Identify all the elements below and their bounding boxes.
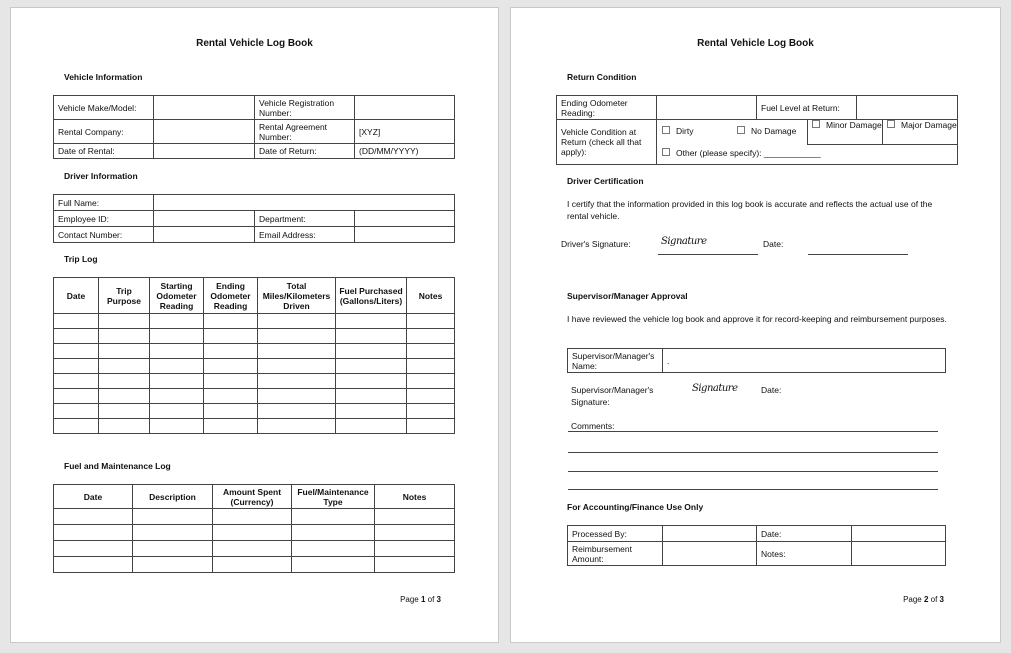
table-cell[interactable] (407, 389, 455, 404)
driver-signature: Signature (661, 236, 707, 247)
table-cell[interactable] (204, 329, 258, 344)
col-notes: Notes (407, 278, 455, 314)
driver-date-line[interactable] (808, 254, 908, 255)
table-cell[interactable] (133, 541, 213, 557)
table-cell[interactable] (407, 329, 455, 344)
table-row (54, 509, 455, 525)
table-cell[interactable] (150, 374, 204, 389)
document-title: Rental Vehicle Log Book (196, 38, 313, 49)
table-cell[interactable] (407, 374, 455, 389)
table-cell[interactable] (54, 557, 133, 573)
table-cell[interactable] (407, 404, 455, 419)
table-cell[interactable] (292, 509, 375, 525)
full-name-label: Full Name: (54, 195, 154, 211)
table-cell[interactable] (204, 374, 258, 389)
table-cell[interactable] (336, 329, 407, 344)
vehicle-registration-label: Vehicle Registration Number: (255, 96, 355, 120)
document-title: Rental Vehicle Log Book (697, 38, 814, 49)
table-cell[interactable] (99, 344, 150, 359)
table-cell[interactable] (54, 389, 99, 404)
rental-company-field[interactable] (154, 120, 255, 144)
table-cell[interactable] (150, 419, 204, 434)
date-of-rental-label: Date of Rental: (54, 144, 154, 159)
trip-log-heading: Trip Log (64, 254, 98, 264)
table-cell[interactable] (54, 374, 99, 389)
checkbox-icon (812, 120, 820, 128)
checkbox-major-damage[interactable]: Major Damage (882, 120, 957, 145)
driver-signature-line[interactable] (658, 254, 758, 255)
table-cell[interactable] (54, 329, 99, 344)
fuel-log-table (53, 484, 455, 573)
table-row (54, 389, 455, 404)
table-cell[interactable] (150, 314, 204, 329)
fuel-log-heading: Fuel and Maintenance Log (64, 461, 171, 471)
processed-by-field[interactable] (663, 526, 757, 542)
accounting-date-field[interactable] (852, 526, 946, 542)
table-cell[interactable] (204, 389, 258, 404)
driver-date-label: Date: (763, 239, 784, 249)
col-type: Fuel/Maintenance Type (292, 485, 375, 509)
checkbox-icon (737, 126, 745, 134)
table-cell[interactable] (407, 314, 455, 329)
col-description: Description (133, 485, 213, 509)
table-cell[interactable] (150, 389, 204, 404)
supervisor-heading: Supervisor/Manager Approval (567, 291, 688, 301)
supervisor-signature[interactable]: Signature (692, 383, 738, 394)
department-field[interactable] (355, 211, 455, 227)
rental-company-label: Rental Company: (54, 120, 154, 144)
table-cell[interactable] (213, 525, 292, 541)
table-cell[interactable] (54, 314, 99, 329)
comments-line[interactable] (568, 489, 938, 490)
fuel-level-label: Fuel Level at Return: (757, 96, 857, 120)
driver-info-table (53, 194, 455, 243)
comments-line[interactable] (568, 452, 938, 453)
table-cell[interactable] (258, 314, 336, 329)
table-cell[interactable] (204, 344, 258, 359)
table-cell[interactable] (336, 314, 407, 329)
employee-id-field[interactable] (154, 211, 255, 227)
vehicle-info-table (53, 95, 455, 159)
table-cell[interactable] (336, 404, 407, 419)
supervisor-date-label: Date: (761, 385, 782, 395)
checkbox-other[interactable]: Other (please specify): ____________ (662, 148, 821, 158)
table-cell[interactable] (258, 344, 336, 359)
return-condition-table (556, 95, 958, 165)
table-cell[interactable] (407, 344, 455, 359)
table-cell[interactable] (54, 404, 99, 419)
table-row (54, 541, 455, 557)
fuel-level-field[interactable] (857, 96, 958, 120)
checkbox-no-damage[interactable]: No Damage (737, 126, 796, 136)
table-cell[interactable] (407, 359, 455, 374)
driver-signature-label: Driver's Signature: (561, 239, 631, 249)
contact-number-label: Contact Number: (54, 227, 154, 243)
table-cell[interactable] (292, 557, 375, 573)
vehicle-make-label: Vehicle Make/Model: (54, 96, 154, 120)
table-row (54, 525, 455, 541)
table-cell[interactable] (133, 525, 213, 541)
checkbox-minor-damage[interactable]: Minor Damage (807, 120, 887, 145)
checkbox-icon (887, 120, 895, 128)
table-cell[interactable] (336, 389, 407, 404)
date-of-return-field[interactable]: (DD/MM/YYYY) (355, 144, 455, 159)
email-address-label: Email Address: (255, 227, 355, 243)
col-starting-odometer: Starting Odometer Reading (150, 278, 204, 314)
accounting-notes-label: Notes: (757, 542, 852, 566)
table-cell[interactable] (336, 374, 407, 389)
table-cell[interactable] (54, 344, 99, 359)
driver-cert-text: I certify that the information provided in this log book is accurate and reflects the actual use of the rental vehicle. (567, 199, 933, 221)
rental-agreement-field[interactable]: [XYZ] (355, 120, 455, 144)
checkbox-icon (662, 148, 670, 156)
table-cell[interactable] (213, 541, 292, 557)
table-cell[interactable] (258, 374, 336, 389)
table-row (54, 404, 455, 419)
table-row (54, 329, 455, 344)
reimbursement-field[interactable] (663, 542, 757, 566)
table-row (54, 359, 455, 374)
table-cell[interactable] (54, 419, 99, 434)
table-cell[interactable] (258, 404, 336, 419)
vehicle-condition-label: Vehicle Condition at Return (check all that apply): (557, 120, 657, 165)
table-row (54, 419, 455, 434)
table-cell[interactable] (292, 525, 375, 541)
table-cell[interactable] (258, 389, 336, 404)
table-cell[interactable] (407, 419, 455, 434)
department-label: Department: (255, 211, 355, 227)
vehicle-registration-field[interactable] (355, 96, 455, 120)
supervisor-name-field[interactable]: . (663, 349, 946, 373)
table-cell[interactable] (54, 509, 133, 525)
reimbursement-label: Reimbursement Amount: (568, 542, 663, 566)
table-cell[interactable] (204, 404, 258, 419)
col-amount-spent: Amount Spent (Currency) (213, 485, 292, 509)
accounting-date-label: Date: (757, 526, 852, 542)
ending-odometer-field[interactable] (657, 96, 757, 120)
table-cell[interactable] (375, 525, 455, 541)
table-cell[interactable] (213, 509, 292, 525)
comments-line[interactable] (568, 431, 938, 432)
table-cell[interactable] (54, 525, 133, 541)
table-cell[interactable] (99, 329, 150, 344)
supervisor-text: I have reviewed the vehicle log book and approve it for record-keeping and reimbursement purposes. (567, 314, 947, 324)
table-cell[interactable] (99, 314, 150, 329)
table-cell[interactable] (150, 404, 204, 419)
page-2 (510, 7, 1001, 643)
checkbox-icon (662, 126, 670, 134)
supervisor-signature-label: Supervisor/Manager's Signature: (571, 385, 654, 407)
table-cell[interactable] (54, 541, 133, 557)
table-cell[interactable] (99, 359, 150, 374)
employee-id-label: Employee ID: (54, 211, 154, 227)
table-cell[interactable] (375, 541, 455, 557)
comments-line[interactable] (568, 471, 938, 472)
vehicle-make-field[interactable] (154, 96, 255, 120)
table-cell[interactable] (375, 557, 455, 573)
date-of-return-label: Date of Return: (255, 144, 355, 159)
full-name-field[interactable] (154, 195, 455, 211)
date-of-rental-field[interactable] (154, 144, 255, 159)
trip-log-table (53, 277, 455, 434)
table-cell[interactable] (258, 359, 336, 374)
comments-label: Comments: (571, 421, 615, 431)
supervisor-name-table (567, 348, 946, 373)
page-footer: Page 1 of 3 (400, 595, 441, 604)
ending-odometer-label: Ending Odometer Reading: (557, 96, 657, 120)
page-footer: Page 2 of 3 (903, 595, 944, 604)
col-total-miles: Total Miles/Kilometers Driven (258, 278, 336, 314)
table-cell[interactable] (99, 419, 150, 434)
return-condition-heading: Return Condition (567, 72, 637, 82)
processed-by-label: Processed By: (568, 526, 663, 542)
table-cell[interactable] (336, 419, 407, 434)
table-cell[interactable] (336, 359, 407, 374)
col-notes: Notes (375, 485, 455, 509)
table-row (54, 557, 455, 573)
col-ending-odometer: Ending Odometer Reading (204, 278, 258, 314)
contact-number-field[interactable] (154, 227, 255, 243)
table-row (54, 314, 455, 329)
table-cell[interactable] (258, 419, 336, 434)
table-cell[interactable] (292, 541, 375, 557)
col-fuel-purchased: Fuel Purchased (Gallons/Liters) (336, 278, 407, 314)
rental-agreement-label: Rental Agreement Number: (255, 120, 355, 144)
driver-cert-heading: Driver Certification (567, 176, 644, 186)
driver-info-heading: Driver Information (64, 171, 138, 181)
accounting-notes-field[interactable] (852, 542, 946, 566)
table-cell[interactable] (204, 314, 258, 329)
table-cell[interactable] (99, 374, 150, 389)
condition-options (657, 120, 958, 165)
col-trip-purpose: Trip Purpose (99, 278, 150, 314)
table-row (54, 344, 455, 359)
table-cell[interactable] (204, 419, 258, 434)
table-row (54, 374, 455, 389)
table-cell[interactable] (99, 389, 150, 404)
table-cell[interactable] (204, 359, 258, 374)
table-cell[interactable] (336, 344, 407, 359)
accounting-heading: For Accounting/Finance Use Only (567, 502, 704, 512)
table-cell[interactable] (133, 509, 213, 525)
accounting-table (567, 525, 946, 566)
table-cell[interactable] (150, 329, 204, 344)
email-address-field[interactable] (355, 227, 455, 243)
table-cell[interactable] (375, 509, 455, 525)
table-cell[interactable] (150, 359, 204, 374)
table-cell[interactable] (150, 344, 204, 359)
supervisor-name-label: Supervisor/Manager's Name: (568, 349, 663, 373)
col-date: Date (54, 485, 133, 509)
table-cell[interactable] (213, 557, 292, 573)
table-cell[interactable] (133, 557, 213, 573)
page-1 (10, 7, 499, 643)
vehicle-info-heading: Vehicle Information (64, 72, 143, 82)
table-cell[interactable] (99, 404, 150, 419)
col-date: Date (54, 278, 99, 314)
checkbox-dirty[interactable]: Dirty (662, 126, 693, 136)
table-cell[interactable] (258, 329, 336, 344)
table-cell[interactable] (54, 359, 99, 374)
